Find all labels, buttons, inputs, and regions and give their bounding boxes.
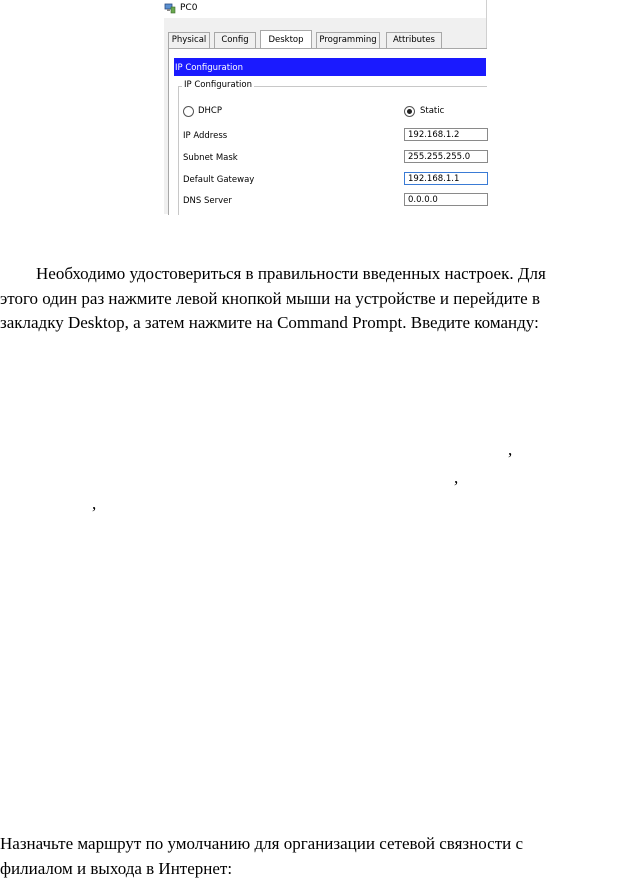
dns-server-input[interactable]: 0.0.0.0 [404,193,488,206]
default-gateway-label: Default Gateway [183,175,255,185]
dhcp-radio[interactable] [183,106,194,117]
instruction-line-3: закладку Desktop, а затем нажмите на Command Prompt. Введите команду: [0,313,539,332]
stray-comma: , [454,468,459,487]
route-line-2: филиалом и выхода в Интернет: [0,858,233,878]
instruction-line-1: Необходимо удостовериться в правильности введенных настроек. Для [36,264,546,283]
default-gateway-input[interactable]: 192.168.1.1 [404,172,488,185]
ip-address-label: IP Address [183,131,228,141]
ip-configuration-group-title: IP Configuration [184,80,252,90]
dhcp-label: DHCP [198,106,222,116]
window-title: PC0 [180,3,198,13]
instruction-paragraph-1 [0,262,644,336]
static-label: Static [420,106,445,116]
tab-attributes[interactable]: Attributes [386,32,442,48]
dns-server-label: DNS Server [183,196,232,206]
tab-physical[interactable]: Physical [168,32,210,48]
instruction-line-2: этого один раз нажмите левой кнопкой мыши на устройстве и перейдите в [0,288,540,308]
subnet-mask-input[interactable]: 255.255.255.0 [404,150,488,163]
tab-desktop[interactable]: Desktop [260,30,312,49]
static-radio-selected-dot [407,109,412,114]
pc-device-icon [164,2,176,14]
packet-tracer-window [164,0,487,214]
tab-programming[interactable]: Programming [316,32,380,48]
window-titlebar [164,0,486,18]
subnet-mask-label: Subnet Mask [183,153,238,163]
stray-comma: , [92,494,97,513]
tab-config[interactable]: Config [214,32,256,48]
ip-address-input[interactable]: 192.168.1.2 [404,128,488,141]
route-line-1: Назначьте маршрут по умолчанию для организации сетевой связности с [0,834,524,853]
static-radio[interactable] [404,106,415,117]
stray-comma: , [508,440,513,459]
ip-configuration-header: IP Configuration [174,58,486,76]
instruction-paragraph-2 [0,832,644,881]
